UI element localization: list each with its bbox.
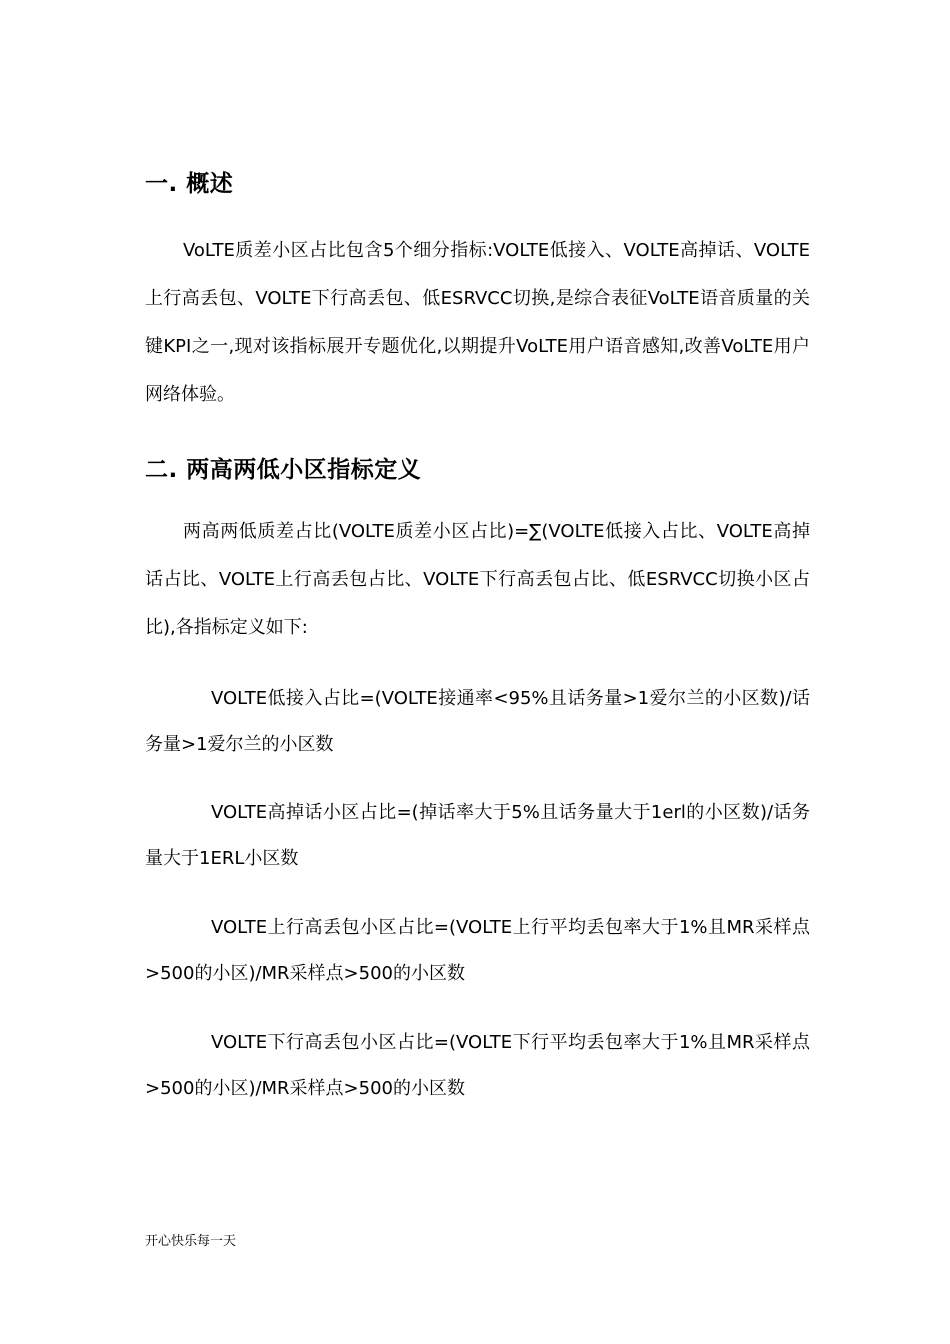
definition-low-access: VOLTE低接入占比=(VOLTE接通率<95%且话务量>1爱尔兰的小区数)/话务量>1爱尔兰的小区数 [145, 688, 810, 755]
definition-uplink-loss: VOLTE上行高丢包小区占比=(VOLTE上行平均丢包率大于1%且MR采样点>500的小区)/MR采样点>500的小区数 [145, 917, 810, 984]
page-footer: 开心快乐每一天 [145, 1234, 237, 1249]
definition-intro-paragraph: 两高两低质差占比(VOLTE质差小区占比)=∑(VOLTE低接入占比、VOLTE高掉话占比、VOLTE上行高丢包占比、VOLTE下行高丢包占比、低ESRVCC切换小区占比),各指标定义如下: [145, 521, 810, 638]
definition-downlink-loss: VOLTE下行高丢包小区占比=(VOLTE下行平均丢包率大于1%且MR采样点>500的小区)/MR采样点>500的小区数 [145, 1032, 810, 1099]
section-heading-overview: 一. 概述 [145, 171, 234, 197]
section-heading-definition: 二. 两高两低小区指标定义 [145, 457, 422, 483]
overview-paragraph: VoLTE质差小区占比包含5个细分指标:VOLTE低接入、VOLTE高掉话、VOLTE上行高丢包、VOLTE下行高丢包、低ESRVCC切换,是综合表征VoLTE语音质量的关键KPI之一,现对该指标展开专题优化,以期提升VoLTE用户语音感知,改善VoLTE用户网络体验。 [145, 240, 810, 405]
definition-high-drop: VOLTE高掉话小区占比=(掉话率大于5%且话务量大于1erl的小区数)/话务量大于1ERL小区数 [145, 802, 810, 869]
